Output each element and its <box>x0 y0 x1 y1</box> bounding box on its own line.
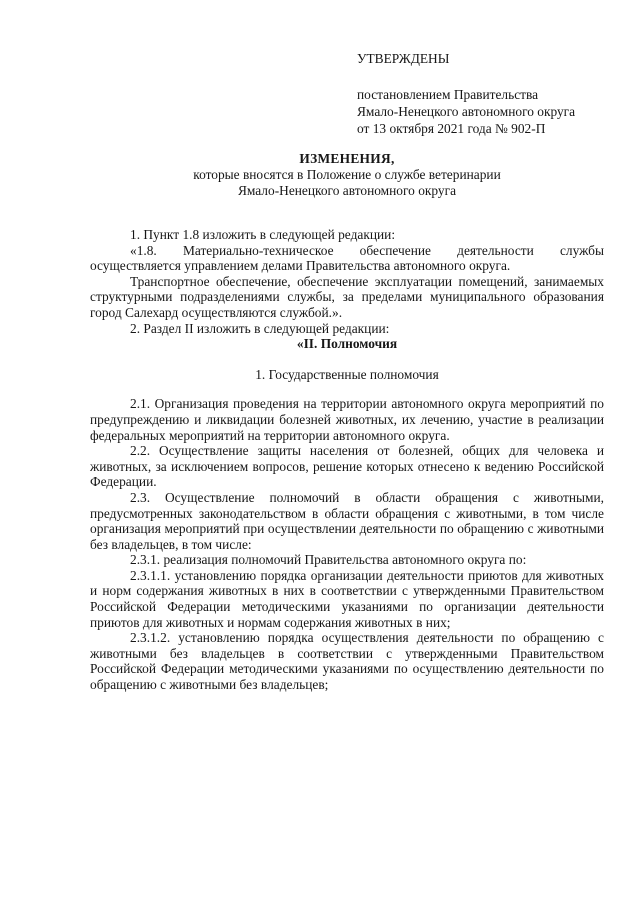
document-title <box>90 151 604 199</box>
paragraph-2-2: 2.2. Осуществление защиты населения от болезней, общих для человека и животных, за исключением вопросов, решение которых отнесено к ведению Российской Федерации. <box>90 443 604 490</box>
paragraph-1: 1. Пункт 1.8 изложить в следующей редакции: <box>130 227 396 242</box>
paragraph-2-3-1-2: 2.3.1.2. установлению порядка осуществления деятельности по обращению с животными без владельцев в соответствии с утвержденными Правительством Российской Федерации методическими указаниями по осуществлению деятельности по обращению с животными без владельцев; <box>90 630 604 693</box>
approval-line-1: постановлением Правительства <box>357 87 539 102</box>
paragraph-2-3-1-1: 2.3.1.1. установлению порядка организации деятельности приютов для животных и норм содержания животных в них в соответствии с утвержденными Правительством Российской Федерации методическими указаниями по организации деятельности приютов для животных и нормам содержания животных в них; <box>90 567 604 630</box>
paragraph-2-3: 2.3. Осуществление полномочий в области обращения с животными, предусмотренных законодательством в области обращения с животными, в том числе организация мероприятий при осуществлении деятельности по обращению с животными без владельцев, в том числе: <box>90 489 604 552</box>
paragraph-2-1: 2.1. Организация проведения на территории автономного округа мероприятий по предупреждению и ликвидации болезней животных, их лечению, участие в реализации федеральных мероприятий на территории автономного округа. <box>90 396 604 443</box>
title-line-2: Ямало-Ненецкого автономного округа <box>237 183 457 198</box>
approval-heading: УТВЕРЖДЕНЫ <box>357 51 450 66</box>
title-main: ИЗМЕНЕНИЯ, <box>299 151 395 166</box>
approval-block <box>357 50 575 137</box>
paragraph-2-3-1: 2.3.1. реализация полномочий Правительства автономного округа по: <box>130 552 527 568</box>
paragraph-3: Транспортное обеспечение, обеспечение эксплуатации помещений, занимаемых структурными подразделениями службы, за пределами муниципального образования город Салехард осуществляются службой.». <box>90 273 604 320</box>
title-line-1: которые вносятся в Положение о службе ветеринарии <box>193 167 501 182</box>
subsection-heading: 1. Государственные полномочия <box>255 366 439 382</box>
approval-line-3: от 13 октября 2021 года № 902-П <box>357 121 546 136</box>
section-heading: «II. Полномочия <box>296 336 398 352</box>
paragraph-4: 2. Раздел II изложить в следующей редакции: <box>130 320 390 336</box>
document-body <box>90 227 604 693</box>
paragraph-2: «1.8. Материально-техническое обеспечение деятельности службы осуществляется управлением делами Правительства автономного округа. <box>90 242 604 274</box>
approval-line-2: Ямало-Ненецкого автономного округа <box>357 104 576 119</box>
